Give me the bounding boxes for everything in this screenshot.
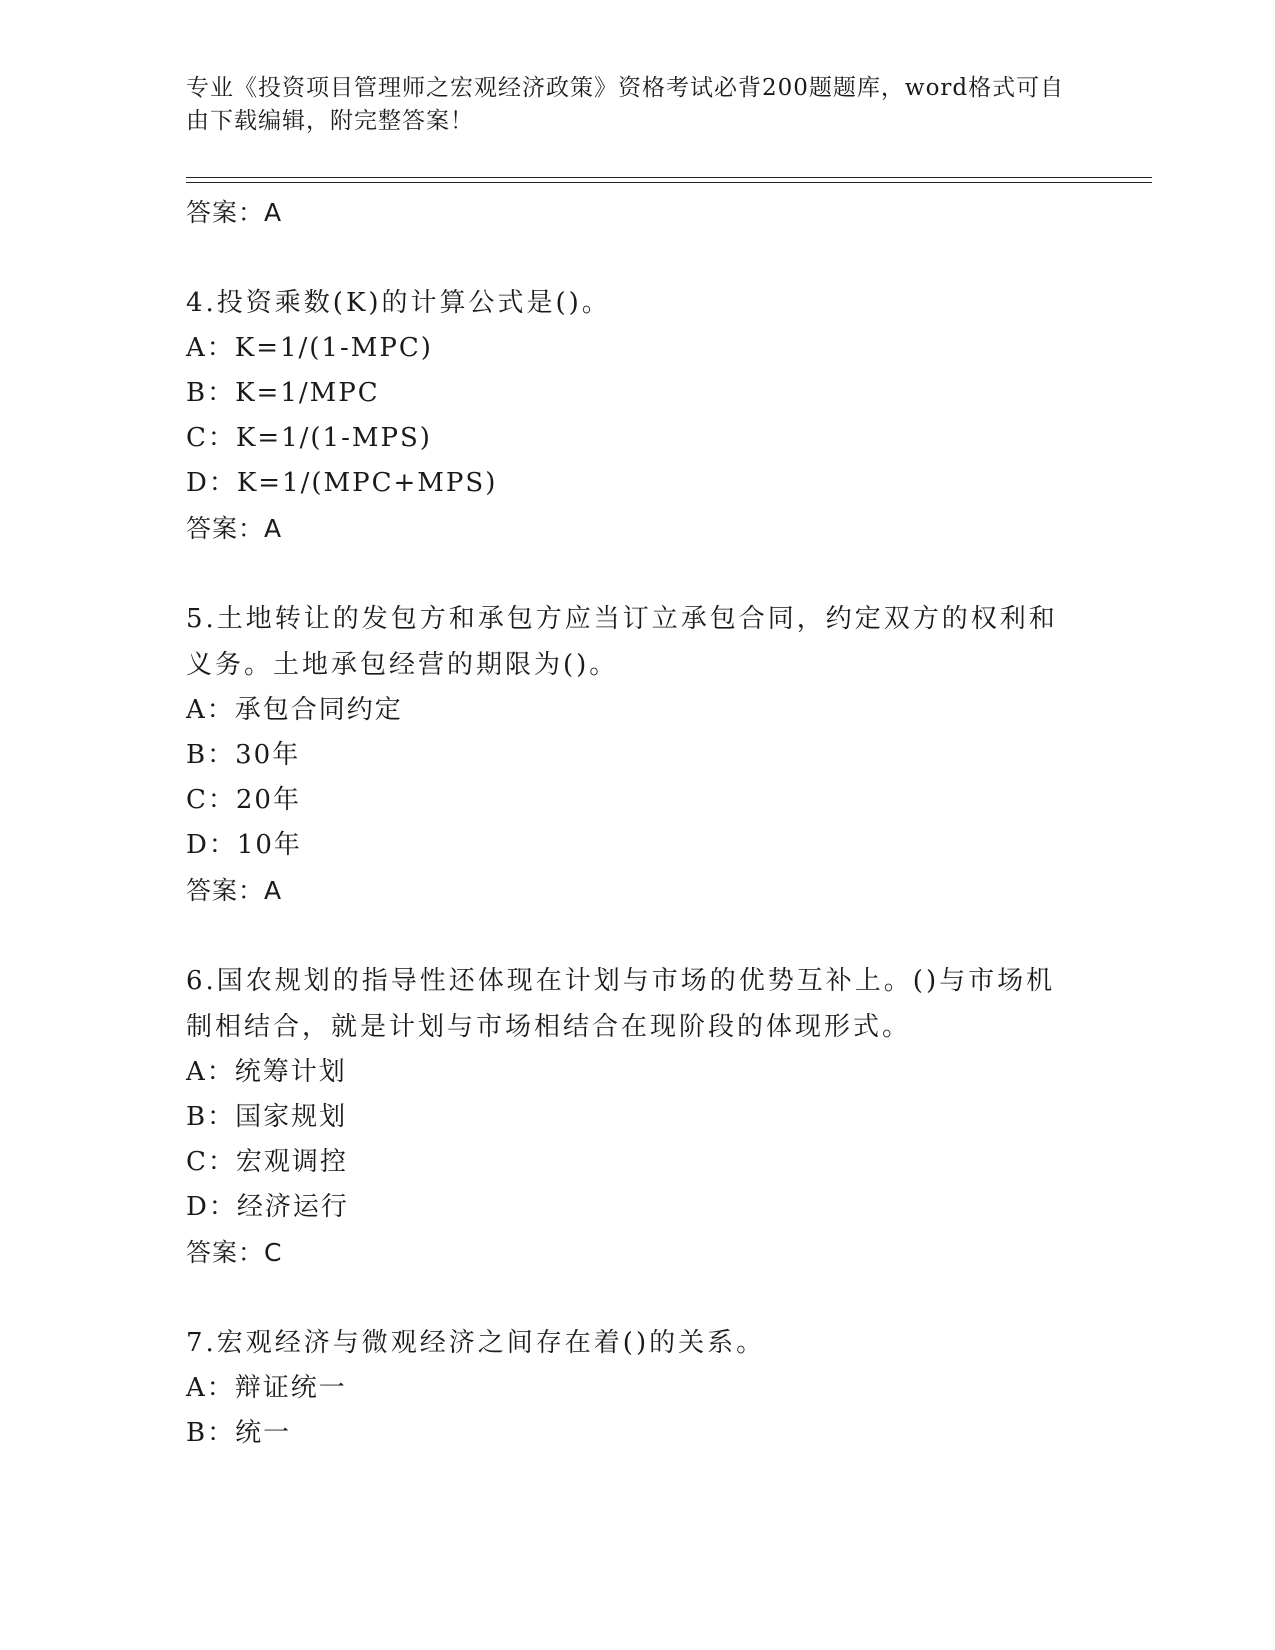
- question-stem: 5.土地转让的发包方和承包方应当订立承包合同，约定双方的权利和义务。土地承包经营的期限为()。: [186, 604, 1058, 680]
- question-stem: 6.国农规划的指导性还体现在计划与市场的优势互补上。()与市场机制相结合，就是计划与市场相结合在现阶段的体现形式。: [186, 966, 1056, 1042]
- option-b: B：K=1/MPC: [186, 378, 380, 408]
- answer-line: 答案：A: [186, 876, 283, 905]
- question-block: [186, 596, 1086, 914]
- option-c: C：宏观调控: [186, 1147, 348, 1177]
- option-b: B：30年: [186, 740, 301, 770]
- option-c: C：20年: [186, 785, 301, 815]
- question-stem: 7.宏观经济与微观经济之间存在着()的关系。: [186, 1328, 766, 1358]
- option-a: A：统筹计划: [186, 1057, 347, 1087]
- option-d: D：K=1/(MPC+MPS): [186, 468, 498, 498]
- option-d: D：经济运行: [186, 1192, 349, 1222]
- option-b: B：国家规划: [186, 1102, 348, 1132]
- header-rule-bottom: [186, 182, 1152, 183]
- option-d: D：10年: [186, 830, 302, 860]
- answer-line: 答案：A: [186, 514, 283, 543]
- answer-line: 答案：C: [186, 1238, 283, 1267]
- question-stem: 4.投资乘数(K)的计算公式是()。: [186, 288, 611, 318]
- option-b: B：统一: [186, 1418, 292, 1448]
- option-a: A：承包合同约定: [186, 695, 403, 725]
- question-block: [186, 280, 1086, 552]
- question-block: [186, 1320, 1086, 1456]
- question-list: [186, 190, 1086, 1456]
- header-rule-top: [186, 177, 1152, 178]
- option-c: C：K=1/(1-MPS): [186, 423, 432, 453]
- document-header: 专业《投资项目管理师之宏观经济政策》资格考试必背200题题库，word格式可自由下载编辑，附完整答案！: [186, 75, 1065, 134]
- question-block: [186, 958, 1086, 1276]
- option-a: A：K=1/(1-MPC): [186, 333, 433, 363]
- option-a: A：辩证统一: [186, 1373, 347, 1403]
- answer-line: 答案：A: [186, 198, 283, 227]
